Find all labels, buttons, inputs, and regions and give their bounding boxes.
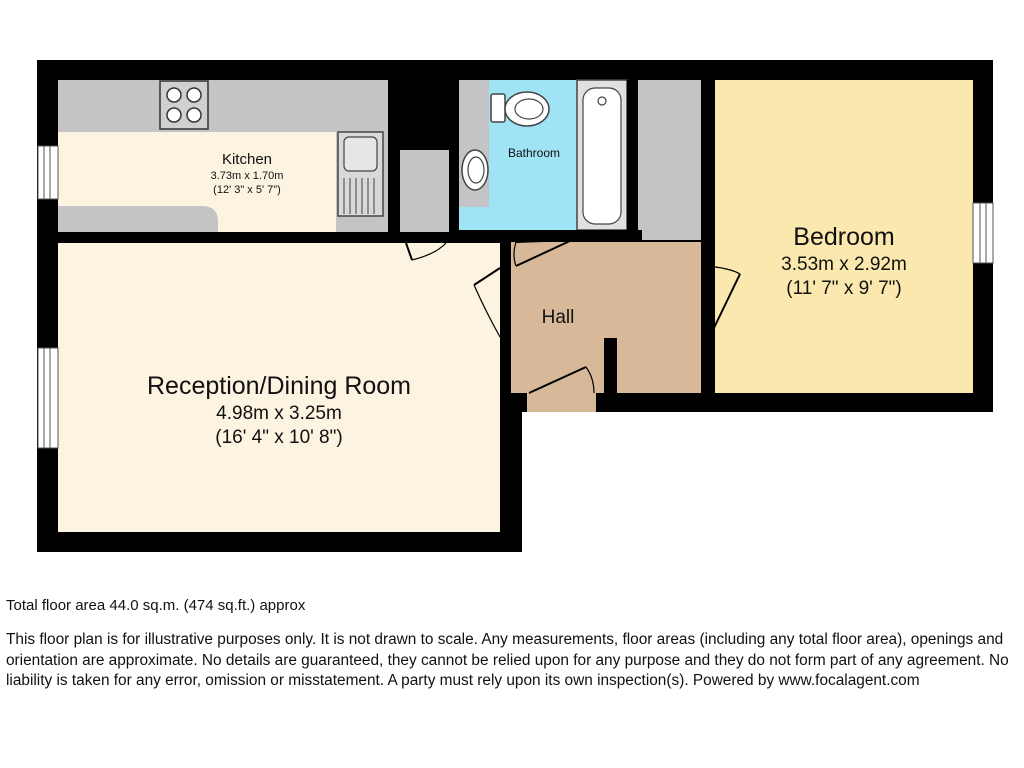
kitchen-worktop-bottom xyxy=(58,206,218,232)
reception-label xyxy=(99,370,459,450)
disclaimer-text: This floor plan is for illustrative purposes only. It is not drawn to scale. Any measurements, floor areas (including any total floor area), openings and orientation are approximate. No details are guaranteed, they cannot be relied upon for any purpose and they do not form part of any agreement. No liability is taken for any error, omission or misstatement. A party must rely upon its own inspection(s). Powered by www.focalagent.com xyxy=(6,631,1009,689)
wall-hall-divider xyxy=(604,338,617,393)
wall-hall-bedroom-low xyxy=(701,333,715,393)
window-kitchen xyxy=(38,146,58,199)
bedroom-label xyxy=(744,222,944,301)
wall-bath-bottom xyxy=(449,230,511,242)
bedroom-name: Bedroom xyxy=(793,223,895,251)
hall-label xyxy=(528,306,588,330)
storage-cupboard xyxy=(638,80,701,240)
window-bedroom xyxy=(973,203,993,263)
wall-kitchen-reception-left xyxy=(37,232,228,243)
bathroom-label xyxy=(490,145,578,161)
wall-reception-hall-top xyxy=(500,242,511,267)
sink-icon xyxy=(338,132,383,216)
hob-icon xyxy=(160,81,208,129)
kitchen-name: Kitchen xyxy=(221,151,273,168)
toilet-icon xyxy=(491,92,549,126)
reception-dims-imperial: (16' 4" x 10' 8") xyxy=(215,427,343,448)
wall-cupboard-right xyxy=(449,80,459,232)
hall-name: Hall xyxy=(541,307,575,328)
wall-reception-hall-low xyxy=(500,340,511,412)
wall-cupboard-left xyxy=(388,150,400,232)
wall-bath-store xyxy=(627,80,638,242)
kitchen-dims-metric: 3.73m x 1.70m xyxy=(210,170,284,182)
kitchen-label xyxy=(177,150,317,197)
hall-cupboard xyxy=(400,150,449,232)
reception-name: Reception/Dining Room xyxy=(146,372,412,400)
wall-store-bedroom xyxy=(701,80,715,265)
bedroom-dims-imperial: (11' 7" x 9' 7") xyxy=(786,278,902,299)
bedroom-dims-metric: 3.53m x 2.92m xyxy=(781,254,907,275)
wall-kitchen-reception-right xyxy=(310,232,403,243)
reception-dims-metric: 4.98m x 3.25m xyxy=(216,403,342,424)
bathroom-name: Bathroom xyxy=(507,146,561,160)
kitchen-dims-imperial: (12' 3" x 5' 7") xyxy=(213,184,281,196)
wall-cupboard-top xyxy=(388,80,459,150)
wall-hall-bottom xyxy=(511,393,527,412)
bathtub-icon xyxy=(577,80,627,230)
window-reception xyxy=(38,348,58,448)
basin-icon xyxy=(462,150,488,190)
wall-hall-bottom-right xyxy=(596,393,604,412)
total-floor-area: Total floor area 44.0 sq.m. (474 sq.ft.) approx xyxy=(6,597,306,614)
